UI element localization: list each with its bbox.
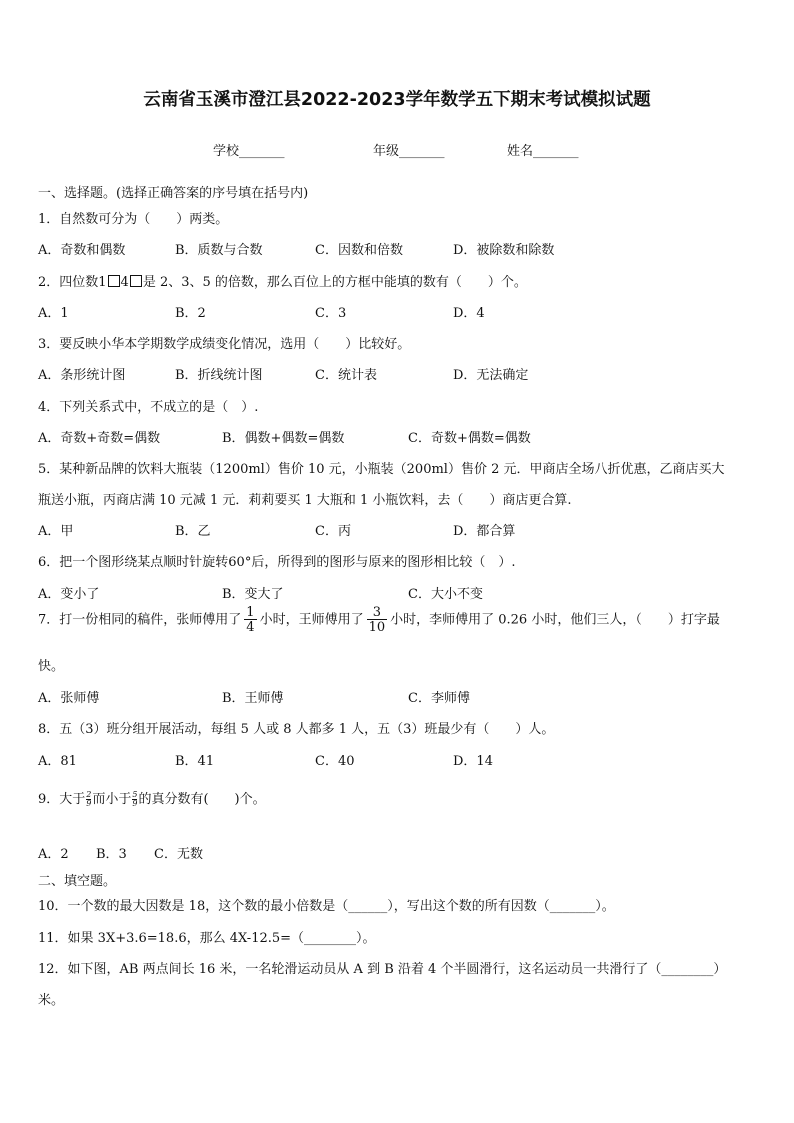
q9-option-a: A．2 [38,847,69,862]
question-12-line-2: 米。 [38,993,65,1008]
q2-text-mid: 4 [120,275,129,290]
question-11: 11．如果 3X+3.6=18.6，那么 4X-12.5=（________）。 [38,931,376,946]
fraction [132,791,137,808]
q3-option-d: D．无法确定 [453,368,529,383]
q2-text-pre: 2．四位数1 [38,275,107,290]
q8-option-c: C．40 [315,754,355,769]
q3-option-c: C．统计表 [315,368,377,383]
fraction-denominator: 10 [368,620,386,635]
q8-option-a: A．81 [38,754,77,769]
fraction-numerator: 1 [246,605,255,620]
fraction-numerator: 5 [132,790,138,799]
q1-option-a: A．奇数和偶数 [38,243,126,258]
q3-option-a: A．条形统计图 [38,368,126,383]
q6-option-c: C．大小不变 [408,587,483,602]
section-heading-fill: 二、填空题。 [38,874,117,889]
q2-option-d: D．4 [453,306,485,321]
q5-option-a: A．甲 [38,524,74,539]
q6-option-a: A．变小了 [38,587,100,602]
fraction-denominator: 4 [246,620,255,635]
question-10: 10．一个数的最大因数是 18，这个数的最小倍数是（______），写出这个数的所有因数（_______）。 [38,899,615,914]
q2-text-post: 是 2、3、5 的倍数，那么百位上的方框中能填的数有（ ）个。 [142,275,527,290]
question-12-line-1: 12．如下图，AB 两点间长 16 米，一名轮滑运动员从 A 到 B 沿着 4 个半圆滑行，这名运动员一共滑行了（________） [38,962,727,977]
q7-option-a: A．张师傅 [38,691,100,706]
q1-option-d: D．被除数和除数 [453,243,555,258]
question-4: 4．下列关系式中，不成立的是（ ）. [38,400,259,415]
q9-option-b: B．3 [96,847,127,862]
q1-option-b: B．质数与合数 [175,243,263,258]
question-7-line-1 [38,606,720,634]
q2-option-a: A．1 [38,306,69,321]
question-3: 3．要反映小华本学期数学成绩变化情况，选用（ ）比较好。 [38,337,411,352]
fraction-denominator: 9 [86,799,92,808]
q7-option-b: B．王师傅 [222,691,284,706]
question-5-line-1: 5．某种新品牌的饮料大瓶装（1200ml）售价 10 元，小瓶装（200ml）售价 2 元．甲商店全场八折优惠，乙商店买大 [38,462,725,477]
q9-option-c: C．无数 [154,847,203,862]
page-title: 云南省玉溪市澄江县2022-2023学年数学五下期末考试模拟试题 [143,90,651,110]
q8-option-b: B．41 [175,754,215,769]
q4-option-c: C．奇数+偶数=偶数 [408,431,531,446]
q5-option-c: C．丙 [315,524,351,539]
q4-option-b: B．偶数+偶数=偶数 [222,431,345,446]
blank-box-icon [108,275,120,287]
question-5-line-2: 瓶送小瓶，丙商店满 10 元减 1 元．莉莉要买 1 大瓶和 1 小瓶饮料，去（ ）商店更合算. [38,493,572,508]
fraction [86,791,91,808]
q2-option-b: B．2 [175,306,206,321]
section-heading-choice: 一、选择题。(选择正确答案的序号填在括号内) [38,186,309,201]
q8-option-d: D．14 [453,754,493,769]
blank-box-icon [130,275,142,287]
q3-option-b: B．折线统计图 [175,368,263,383]
q4-option-a: A．奇数+奇数=偶数 [38,431,161,446]
question-7-line-2: 快。 [38,659,65,674]
question-6: 6．把一个图形绕某点顺时针旋转60°后，所得到的图形与原来的图形相比较（ ）. [38,555,516,570]
q2-option-c: C．3 [315,306,347,321]
fraction [367,606,388,634]
fraction-denominator: 9 [132,799,138,808]
q7-option-c: C．李师傅 [408,691,470,706]
q9-text-3: 的真分数有( )个。 [138,792,266,807]
fraction-numerator: 3 [372,605,381,620]
question-8: 8．五（3）班分组开展活动，每组 5 人或 8 人都多 1 人，五（3）班最少有（ ）人。 [38,722,555,737]
q9-text-1: 9．大于 [38,792,86,807]
question-9 [38,788,266,808]
question-2 [38,271,527,290]
q5-option-b: B．乙 [175,524,211,539]
question-1: 1．自然数可分为（ ）两类。 [38,212,229,227]
q5-option-d: D．都合算 [453,524,516,539]
name-field: 姓名_______ [507,144,579,159]
grade-field: 年级_______ [373,144,445,159]
q7-text-3: 小时，李师傅用了 0.26 小时，他们三人，（ ）打字最 [390,612,720,628]
fraction-numerator: 2 [86,790,92,799]
school-field: 学校_______ [213,144,285,159]
q1-option-c: C．因数和倍数 [315,243,403,258]
fraction [244,606,256,634]
q7-text-1: 7．打一份相同的稿件，张师傅用了 [38,612,242,628]
q9-text-2: 而小于 [92,792,132,807]
q7-text-2: 小时，王师傅用了 [259,612,364,628]
q6-option-b: B．变大了 [222,587,284,602]
